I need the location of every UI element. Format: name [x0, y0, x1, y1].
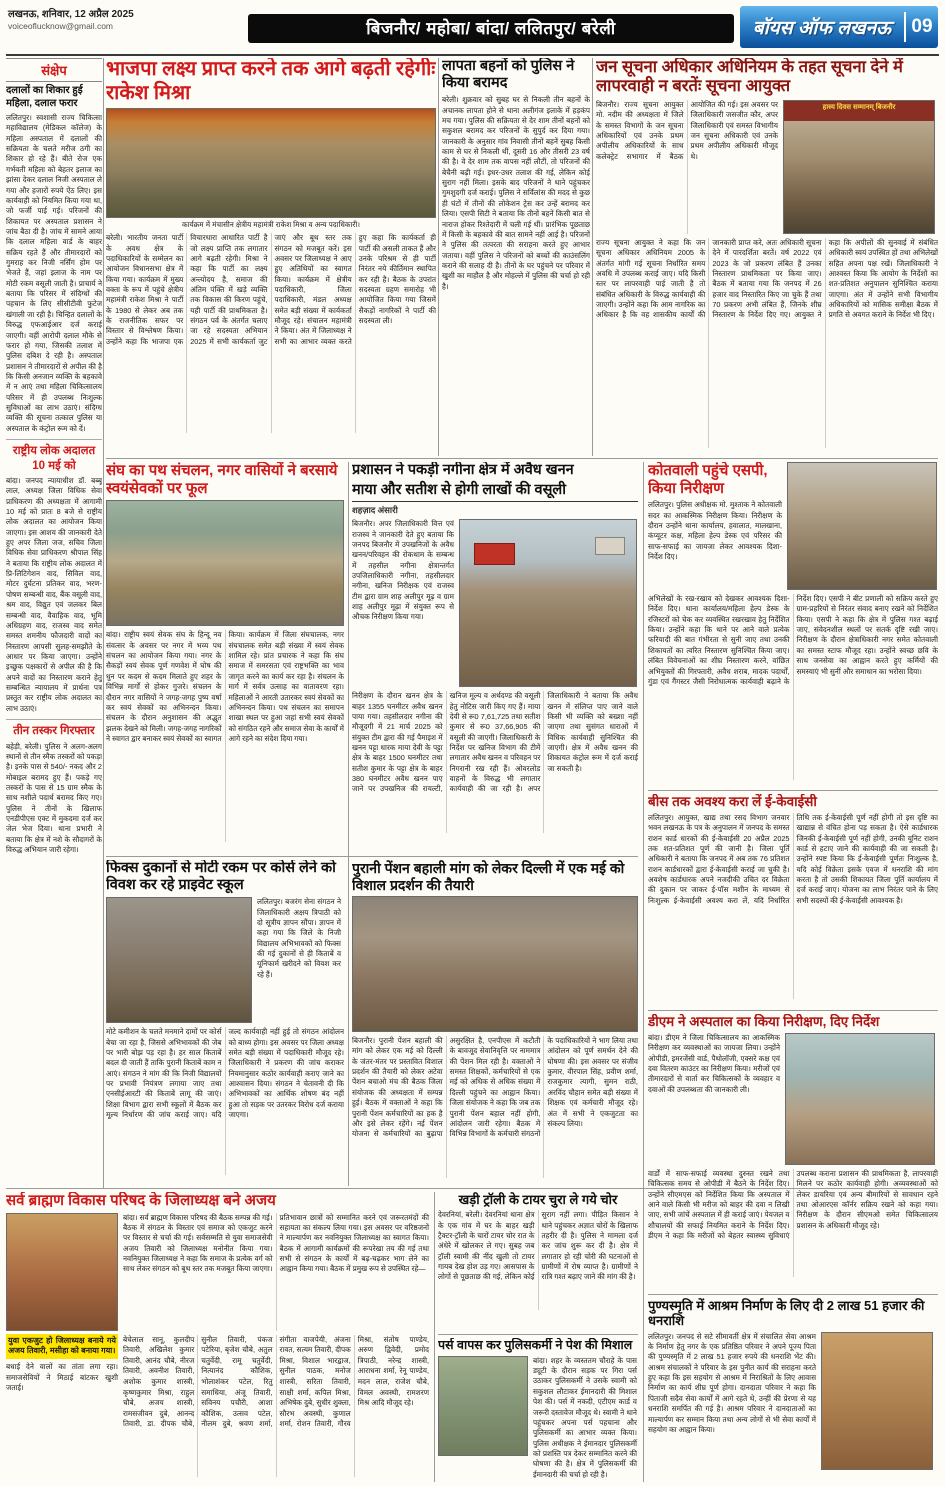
pension-meeting-photo [352, 896, 638, 1032]
article-bjp-headline: भाजपा लक्ष्य प्राप्त करने तक आगे बढ़ती रहेगीः राकेश मिश्रा [106, 58, 436, 104]
article-sisters-headline: लापता बहनों को पुलिस ने किया बरामद [442, 58, 575, 92]
dm-hospital-photo [785, 1033, 935, 1165]
article-purse [438, 1338, 638, 1482]
article-mining-headline: प्रशासन ने पकड़ी नगीना क्षेत्र में अवैध खनन [352, 462, 574, 478]
header-rule [6, 54, 939, 56]
article-ekyc-body: ललितपुर। आयुक्त, खाद्य तथा रसद विभाग जनवार भवन लखनऊ के पत्र के अनुपालन में जनपद के समस्त राशन कार्ड धारकों की ई-केवाईसी 20 अप्रैल 2025 तक शत-प्रतिशत पूर्ण की जानी है। जिला पूर्ति अधिकारी ने बताया कि जनपद में अब तक 76 प्रतिशत राशन कार्डधारकों द्वारा ई-केवाईसी कराई जा चुकी है। अवशेष कार्डधारक अपने नजदीकी उचित दर विक्रेता की दुकान पर जाकर ई-पॉस मशीन के माध्यम से निःशुल्क ई-केवाईसी अवश्य करा लें, यदि निर्धारित तिथि तक ई-केवाईसी पूर्ण नहीं होगी तो इस दृष्टि का खाद्यान्न से वंचित होना पड़ सकता है। ऐसे कार्डधारक जिनकी ई-केवाईसी पूर्ण नहीं होगी, उनकी यूनिट राशन कार्ड से हटाए जाने की कार्यवाही की जा सकती है। उन्होंने स्पष्ट किया कि ई-केवाईसी पूर्णतः निःशुल्क है, यदि कोई विक्रेता इसके एवज में धनराशि की मांग करता है तो उसकी शिकायत जिला पूर्ति कार्यालय में दर्ज कराई जाए। योजना का लाभ निरंतर पाने के लिए सभी सदस्यों की ई-केवाईसी आवश्यक है। [648, 812, 938, 905]
section-rule [438, 1334, 638, 1335]
section-rule [6, 1188, 938, 1189]
article-mining-body: निरीक्षण के दौरान खनन क्षेत्र के बाहर 1355 घनमीटर अवैध खनन पाया गया। तहसीलदार नगीना की मौजूदगी में 21 मार्च 2025 को संयुक्त टीम द्वारा की गई पैमाइश में खनन पट्टा धारक माया देवी के पट्टा क्षेत्र के बाहर 1500 घनमीटर तथा सतीश कुमार के पट्टा क्षेत्र के बाहर 380 घनमीटर अवैध खनन पाए जाने पर उपखनिज की रायल्टी, खनिज मूल्य व अर्थदण्ड की वसूली हेतु नोटिस जारी किए गए हैं। माया देवी से रू0 7,61,725 तथा सतीश कुमार से रू0 37,66,905 की वसूली की जाएगी। जिलाधिकारी के निर्देश पर खनिज विभाग की टीमें लगातार अवैध खनन व परिवहन पर निगरानी रख रही हैं। ओवरलोड वाहनों के विरुद्ध भी लगातार कार्यवाही की जा रही है। अपर जिलाधिकारी ने बताया कि अवैध खनन में संलिप्त पाए जाने वाले किसी भी व्यक्ति को बख्शा नहीं जाएगा तथा सुसंगत धाराओं में विधिक कार्यवाही सुनिश्चित की जाएगी। क्षेत्र में अवैध खनन की शिकायत कंट्रोल रूम में दर्ज कराई जा सकती है। [352, 691, 638, 794]
edition-dateline: लखनऊ, शनिवार, 12 अप्रैल 2025 [8, 9, 134, 20]
article-bjp-body: बरेली। भारतीय जनता पार्टी के अवध क्षेत्र के पदाधिकारियों के सम्मेलन का आयोजन विधानसभा क्षेत्र में किया गया। कार्यक्रम में मुख्य वक्ता के रूप में पहुंचे क्षेत्रीय महामंत्री राकेश मिश्रा ने पार्टी के 1980 से लेकर अब तक के राजनीतिक सफर पर विस्तार से विश्लेषण किया। उन्होंने कहा कि भाजपा एक विचारधारा आधारित पार्टी है जो लक्ष्य प्राप्ति तक लगातार आगे बढ़ती रहेगी। मिश्रा ने कहा कि पार्टी का लक्ष्य अन्त्योदय है, समाज की अंतिम पंक्ति में खड़े व्यक्ति तक विकास की किरण पहुंचे, यही पार्टी की प्राथमिकता है। संगठन पर्व के अंतर्गत चलाए जा रहे सदस्यता अभियान 2025 में सभी कार्यकर्ता जुट जाएं और बूथ स्तर तक संगठन को मजबूत करें। इस अवसर पर जिलाध्यक्ष ने आए हुए अतिथियों का स्वागत किया। कार्यक्रम में क्षेत्रीय पदाधिकारी, जिला पदाधिकारी, मंडल अध्यक्ष समेत बड़ी संख्या में कार्यकर्ता मौजूद रहे। संचालन महामंत्री ने किया। अंत में जिलाध्यक्ष ने सभी का आभार व्यक्त करते हुए कहा कि कार्यकर्ता ही पार्टी की असली ताकत हैं और उनके परिश्रम से ही पार्टी निरंतर नये कीर्तिमान स्थापित कर रही है। बैठक के उपरांत सदस्यता ग्रहण समारोह भी आयोजित किया गया जिसमें सैकड़ों नागरिकों ने पार्टी की सदस्यता ली। [106, 233, 436, 346]
mining-truck-shape [474, 543, 515, 565]
schools-memorandum-photo [106, 897, 252, 1023]
article-schools-lead: ललितपुर। बजरंग सेना संगठन ने जिलाधिकारी अक्षय त्रिपाठी को दो सूत्रीय ज्ञापन सौंपा। ज्ञापन में कहा गया कि जिले के निजी विद्यालय अभिभावकों को फिक्स की गई दुकानों से ही किताबें व यूनिफार्म खरीदने को विवश कर रहे हैं। [257, 897, 341, 979]
section-rule [106, 458, 938, 459]
article-sp-lead: ललितपुर। पुलिस अधीक्षक मो. मुश्ताक ने कोतवाली सदर का आकस्मिक निरीक्षण किया। निरीक्षण के दौरान उन्होंने थाना कार्यालय, हवालात, मालखाना, कंप्यूटर कक्ष, महिला हेल्प डेस्क एवं परिसर की साफ-सफाई का जायजा लेकर आवश्यक दिशा-निर्देश दिए। [648, 500, 782, 562]
article-dm-headline: डीएम ने अस्पताल का किया निरीक्षण, दिए निर्देश [648, 1014, 880, 1029]
article-mining-subheadline: माया और सतीश से होगी लाखों की वसूली [352, 482, 638, 502]
masthead [740, 6, 938, 48]
article-bjp [106, 58, 436, 456]
section-rule [648, 1010, 938, 1011]
article-rti-headline: जन सूचना अधिकार अधिनियम के तहत सूचना देने में लापरवाही न बरतेंः सूचना आयुक्त [596, 58, 903, 96]
column-rule [438, 58, 439, 456]
column-rule [348, 462, 349, 1186]
article-purse-headline: पर्स वापस कर पुलिसकर्मी ने पेश की मिशाल [438, 1338, 633, 1352]
article-purse-body: बांदा। शहर के व्यस्ततम चौराहे के पास ड्यूटी के दौरान सड़क पर गिरा पर्स उठाकर पुलिसकर्मी ने उसके स्वामी को सकुशल लौटाकर ईमानदारी की मिशाल पेश की। पर्स में नकदी, एटीएम कार्ड व जरूरी दस्तावेज मौजूद थे। स्वामी ने थाने पहुंचकर अपना पर्स पहचाना और पुलिसकर्मी का आभार व्यक्त किया। पुलिस अधीक्षक ने ईमानदार पुलिसकर्मी को प्रशस्ति पत्र देकर सम्मानित करने की घोषणा की है। क्षेत्र में पुलिसकर्मी की ईमानदारी की चर्चा हो रही है। [533, 1355, 637, 1479]
mining-truck-shape [595, 537, 625, 556]
section-rule [648, 790, 938, 791]
rti-meeting-photo [783, 100, 935, 234]
districts-bar: बिजनौर/ महोबा/ बांदा/ ललितपुर/ बरेली [248, 14, 734, 43]
article-ekyc [648, 794, 938, 1008]
brief2-body: बांदा। जनपद न्यायाधीश डॉ. बब्बू लाल, अध्यक्ष जिला विधिक सेवा प्राधिकरण की अध्यक्षता में आगामी 10 मई को प्रातः 8 बजे से राष्ट्रीय लोक अदालत का आयोजन किया जाएगा। इस आशय की जानकारी देते हुए अपर जिला जज, सचिव जिला विधिक सेवा प्राधिकरण श्रीपाल सिंह ने बताया कि राष्ट्रीय लोक अदालत में प्रि-लिटिगेशन वाद, सिविल वाद, मोटर दुर्घटना प्रतिकर वाद, भरण-पोषण सम्बन्धी वाद, बैंक वसूली वाद, श्रम वाद, विद्युत एवं जलकर बिल सम्बन्धी वाद, वैवाहिक वाद, भूमि अधिग्रहण वाद, राजस्व वाद समेत समस्त शमनीय फौजदारी वादों का निस्तारण आपसी सुलह-समझौते के आधार पर किया जाएगा। उन्होंने इच्छुक पक्षकारों से अपील की है कि अपने वादों का निस्तारण कराने हेतु सम्बन्धित न्यायालय में प्रार्थना पत्र प्रस्तुत कर राष्ट्रीय लोक अदालत का लाभ उठाएं। [6, 475, 102, 713]
article-ashram-body: ललितपुर। जनपद से सटे सीमावर्ती क्षेत्र में संचालित सेवा आश्रम के निर्माण हेतु नगर के एक प्रतिष्ठित परिवार ने अपने पूज्य पिता की पुण्यस्मृति में 2 लाख 51 हजार रुपये की धनराशि भेंट की। आश्रम संचालकों ने परिवार के इस पुनीत कार्य की सराहना करते हुए कहा कि इस सहयोग से आश्रम में निराश्रितों के लिए आवास निर्माण का कार्य शीघ्र पूर्ण होगा। दानदाता परिवार ने कहा कि पिताजी सदैव सेवा कार्यों में आगे रहते थे, उन्हीं की प्रेरणा से यह धनराशि समर्पित की गई है। आश्रम परिवार ने दानदाताओं का माल्यार्पण कर सम्मान किया तथा अन्य लोगों से भी सेवा कार्यों में सहयोग का आह्वान किया। [648, 1331, 816, 1434]
brief3-headline: तीन तस्कर गिरफ्तार [13, 725, 95, 738]
article-ashram [648, 1298, 938, 1482]
brief-separator [6, 439, 102, 440]
article-schools [106, 860, 344, 1186]
rti-photo-banner: हास्य दिवस सम्मानम् बिजनौर [822, 103, 896, 111]
article-ekyc-headline: बीस तक अवश्य करा लें ई-केवाईसी [648, 794, 817, 809]
article-pension-body: बिजनौर। पुरानी पेंशन बहाली की मांग को लेकर एक मई को दिल्ली के जंतर-मंतर पर प्रस्तावित विशाल प्रदर्शन की तैयारी को लेकर अटेवा पेंशन बचाओ मंच की बैठक जिला संयोजक की अध्यक्षता में सम्पन्न हुई। बैठक में वक्ताओं ने कहा कि पुरानी पेंशन कर्मचारियों का हक है और इसे लेकर रहेंगे। नई पेंशन योजना से कर्मचारियों का बुढ़ापा असुरक्षित है, एनपीएस में कटौती के बावजूद सेवानिवृत्ति पर नाममात्र की पेंशन मिल रही है। वक्ताओं ने समस्त शिक्षकों, कर्मचारियों से एक मई को अधिक से अधिक संख्या में दिल्ली पहुंचने का आह्वान किया। जिला संयोजक ने कहा कि जब तक पुरानी पेंशन बहाल नहीं होगी, आंदोलन जारी रहेगा। बैठक में विभिन्न विभागों के कर्मचारी संगठनों के पदाधिकारियों ने भाग लिया तथा आंदोलन को पूर्ण समर्थन देने की घोषणा की। इस अवसर पर संजीव कुमार, वीरपाल सिंह, प्रवीण शर्मा, राजकुमार त्यागी, सुमन राठी, अरविंद चौहान समेत बड़ी संख्या में शिक्षक एवं कर्मचारी मौजूद रहे। अंत में सभी ने एकजुटता का संकल्प लिया। [352, 1036, 638, 1139]
brahman-felicitation-photo [6, 1213, 118, 1331]
column-rule [643, 462, 644, 1482]
dateline-block [8, 8, 238, 32]
brief3-body: बहेड़ी, बरेली। पुलिस ने अलग-अलग स्थानों से तीन स्मैक तस्करों को पकड़ा है। इनके पास से 540/- नकद और 2 मोबाइल बरामद हुए हैं। पकड़े गए तस्करों के पास से 15 ग्राम स्मैक के साथ नशीले पदार्थ बरामद किए गए। पुलिस ने तीनों के खिलाफ एनडीपीएस एक्ट में मुकदमा दर्ज कर जेल भेज दिया। थाना प्रभारी ने बताया कि क्षेत्र में नशे के सौदागरों के विरुद्ध अभियान जारी रहेगा। [6, 741, 102, 855]
article-sp-headline: कोतवाली पहुंचे एसपी, किया निरीक्षण [648, 462, 768, 497]
article-rti [596, 58, 938, 456]
section-rule [106, 856, 638, 857]
bjp-photo-caption: कार्यक्रम में मंचासीन क्षेत्रीय महामंत्री राकेश मिश्रा व अन्य पदाधिकारी। [181, 220, 361, 230]
article-sp-kotwali [648, 462, 938, 788]
article-rti-body: राज्य सूचना आयुक्त ने कहा कि जन सूचना अधिकार अधिनियम 2005 के अंतर्गत मांगी गई सूचना निर्धारित समय अवधि में उपलब्ध कराई जाए। यदि किसी स्तर पर लापरवाही पाई जाती है तो संबंधित अधिकारी के विरुद्ध कार्यवाही की जाएगी। उन्होंने कहा कि आम नागरिक का अधिकार है कि वह शासकीय कार्यों की जानकारी प्राप्त करे, अतः अधिकारी सूचना देने में पारदर्शिता बरतें। वर्ष 2022 एवं 2023 के जो प्रकरण लंबित हैं उनका निस्तारण प्राथमिकता पर किया जाए। बैठक में बताया गया कि जनपद में 26 हजार वाद निस्तारित किए जा चुके हैं तथा 70 प्रकरण अभी लंबित हैं, जिनके शीघ्र निस्तारण के निर्देश दिए गए। आयुक्त ने कहा कि अपीलों की सुनवाई में संबंधित अधिकारी स्वयं उपस्थित हों तथा अभिलेखों सहित अपना पक्ष रखें। जिलाधिकारी ने आश्वस्त किया कि आयोग के निर्देशों का शत-प्रतिशत अनुपालन सुनिश्चित कराया जाएगा। अंत में उन्होंने सभी विभागीय अधिकारियों को मासिक समीक्षा बैठक में प्रगति से अवगत कराने के निर्देश भी दिए। [596, 237, 938, 320]
article-trolley [438, 1192, 638, 1332]
article-sangh-headline: संघ का पथ संचलन, नगर वासियों ने बरसाये स्वयंसेवकों पर फूल [106, 462, 338, 497]
column-rule [592, 58, 593, 456]
briefs-title: संक्षेप [6, 58, 102, 82]
article-dm-body: वार्डों में साफ-सफाई व्यवस्था दुरुस्त रखने तथा चिकित्सक समय से ओपीडी में बैठने के निर्देश दिए। उन्होंने सीएमएस को निर्देशित किया कि अस्पताल में आने वाले किसी भी मरीज को बाहर की दवा न लिखी जाए, सभी जांचें अस्पताल में ही कराई जाएं। पेयजल व शौचालयों की सफाई नियमित कराने के निर्देश दिए। डीएम ने कहा कि मरीजों को बेहतर स्वास्थ्य सुविधाएं उपलब्ध कराना प्रशासन की प्राथमिकता है, लापरवाही मिलने पर कठोर कार्यवाही होगी। अव्यवस्थाओं को लेकर डायरिया एवं अन्य बीमारियों से सावधान रहने तथा ओआरएस कॉर्नर सक्रिय रखने को कहा गया। निरीक्षण के दौरान सीएमओ समेत चिकित्सालय प्रशासन के अधिकारी मौजूद रहे। [648, 1168, 938, 1241]
article-rti-lead: बिजनौर। राज्य सूचना आयुक्त मो. नदीम की अध्यक्षता में जिले के समस्त विभागों के जन सूचना अधिकारियों एवं उनके प्रथम अपीलीय अधिकारियों के साथ कलेक्ट्रेट सभागार में बैठक आयोजित की गई। इस अवसर पर जिलाधिकारी जसजीत कौर, अपर जिलाधिकारी एवं समस्त विभागीय जन सूचना अधिकारी एवं उनके प्रथम अपीलीय अधिकारी मौजूद थे। [596, 99, 778, 161]
brahman-highlight: युवा एकजुट हो जिलाध्यक्ष बनाये गये अजय तिवारी, मसीहा को बनाया गया। [6, 1334, 118, 1360]
article-mining-lead: बिजनौर। अपर जिलाधिकारी वित्त एवं राजस्व ने जानकारी देते हुए बताया कि जनपद बिजनौर में उपखनिजों के अवैध खनन/परिवहन की रोकथाम के सम्बन्ध में तहसील नगीना क्षेत्रान्तर्गत उपजिलाधिकारी नगीना, तहसीलदार नगीना, खनिज निरीक्षक एवं राजस्व टीम द्वारा ग्राम शाह अलीपुर मूढ़ व ग्राम शाह अलीपुर मूढ़ा में संयुक्त रूप से औचक निरीक्षण किया गया। [352, 519, 454, 622]
masthead-title: बॉयस ऑफ लखनऊ [752, 18, 892, 39]
page-number: 09 [911, 16, 933, 37]
ashram-donation-photo [821, 1332, 933, 1470]
brief2-headline: राष्ट्रीय लोक अदालत 10 मई को [12, 445, 96, 472]
column-rule [434, 1192, 435, 1482]
article-brahman-body: बांदा। सर्व ब्राह्मण विकास परिषद की बैठक सम्पन्न की गई। बैठक में संगठन के विस्तार एवं समाज को एकजुट करने पर विस्तार से चर्चा की गई। सर्वसम्मति से युवा समाजसेवी अजय तिवारी को जिलाध्यक्ष मनोनीत किया गया। नवनियुक्त जिलाध्यक्ष ने कहा कि समाज के प्रत्येक वर्ग को साथ लेकर संगठन को बूथ स्तर तक मजबूत किया जाएगा। प्रतिभावान छात्रों को सम्मानित करने एवं जरूरतमंदों की सहायता का संकल्प लिया गया। इस अवसर पर वरिष्ठजनों ने माल्यार्पण कर नवनियुक्त जिलाध्यक्ष का स्वागत किया। बैठक में आगामी कार्यक्रमों की रूपरेखा तय की गई तथा सभी से संगठन के कार्यों में बढ़-चढ़कर भाग लेने का आह्वान किया गया। बैठक में प्रमुख रूप से उपस्थित रहे— [123, 1212, 429, 1274]
article-sangh-body: बांदा। राष्ट्रीय स्वयं सेवक संघ के हिन्दू नव संवत्सर के अवसर पर नगर में भव्य पथ संचलन का आयोजन किया गया। नगर के सैकड़ों स्वयं सेवक पूर्ण गणवेश में घोष की धुन पर कदम से कदम मिलाते हुए शहर के विभिन्न मार्गों से होकर गुजरे। संचलन के दौरान नगर वासियों ने जगह-जगह पुष्प वर्षा कर स्वयं सेवकों का अभिनन्दन किया। संचलन के दौरान अनुशासन की अद्भुत झलक देखने को मिली। जगह-जगह नागरिकों ने स्वागत द्वार बनाकर स्वयं सेवकों का स्वागत किया। कार्यक्रम में जिला संघचालक, नगर संघचालक समेत बड़ी संख्या में स्वयं सेवक शामिल रहे। प्रांत प्रचारक ने कहा कि संघ समाज में समरसता एवं राष्ट्रभक्ति का भाव जागृत करने का कार्य कर रहा है। संचलन के मार्ग में सर्वत्र उत्साह का वातावरण रहा। महिलाओं ने आरती उतारकर स्वयं सेवकों का अभिनन्दन किया। पथ संचलन का समापन शाखा स्थल पर हुआ जहां सभी स्वयं सेवकों को संगठित रहने और समाज सेवा के कार्यों में आगे रहने का संदेश दिया गया। [106, 630, 344, 743]
article-pension [352, 860, 638, 1186]
purse-return-photo [438, 1356, 528, 1456]
brahman-names-list: बेचेलाल सानू, कुलदीप तिवारी, अखिलेश कुमार तिवारी, आनंद चौबे, नीरज तिवारी, अवनीश तिवारी, अशोक कुमार शास्त्री, कृष्णकुमार मिश्रा, राहुल चौबे, अजय शास्त्री, रामसजीवन दुबे, आनन्द तिवारी, डा. दीपक चौबे, सुनील तिवारी, पंकज पटेरिया, बृजेश चौबे, अतुल चतुर्वेदी, रामू चतुर्वेदी, नित्यानंद कौशिक, भोलाशंकर पटेल, रितु समाधिया, अंजू तिवारी, सविनय पचौरी, आशा कौशिक, उत्सव पटेल, नीलम दुबे, श्रवण शर्मा, संगीता वाजपेयी, अंजना रावत, सत्यम तिवारी, दीपक मिश्रा, विशाल भारद्वाज, सुनील पाठक, मनोज शास्त्री, सरिता तिवारी, साक्षी शर्मा, कपिल मिश्रा, अभिषेक दुबे, सुधीर शुक्ला, सौरभ अवस्थी, कुणाल शर्मा, रोशन तिवारी, गौरव मिश्रा, संतोष पाण्डेय, अरुण द्विवेदी, प्रमोद त्रिपाठी, नरेन्द्र शास्त्री, आराधना शर्मा, रेनू पाण्डेय, मदन लाल, राजेश चौबे, विमल अवस्थी, रामशरण मिश्र आदि मौजूद रहे। [123, 1334, 429, 1429]
article-schools-body: मोटे कमीशन के चलते मनमाने दामों पर कोर्स बेचा जा रहा है, जिससे अभिभावकों की जेब पर भारी बोझ पड़ रहा है। हर साल किताबें बदल दी जाती हैं ताकि पुरानी किताबें काम न आएं। संगठन ने मांग की कि निजी विद्यालयों पर प्रभावी नियंत्रण लगाया जाए तथा एनसीईआरटी की किताबें लागू की जाएं। शिक्षा विभाग द्वारा सभी स्कूलों में बैठक कर मूल्य निर्धारण की जांच कराई जाए। यदि जल्द कार्यवाही नहीं हुई तो संगठन आंदोलन को बाध्य होगा। इस अवसर पर जिला अध्यक्ष समेत बड़ी संख्या में पदाधिकारी मौजूद रहे। जिलाधिकारी ने प्रकरण की जांच कराकर नियमानुसार कठोर कार्यवाही कराए जाने का आश्वासन दिया। संगठन ने चेतावनी दी कि अभिभावकों का आर्थिक शोषण बंद नहीं हुआ तो सड़क पर उतरकर विरोध दर्ज कराया जाएगा। [106, 1027, 344, 1120]
article-pension-headline: पुरानी पेंशन बहाली मांग को लेकर दिल्ली में एक मई को विशाल प्रदर्शन की तैयारी [352, 860, 625, 893]
briefs-sidebar [6, 58, 102, 1188]
article-mining-byline: शहज़ाद अंसारी [352, 505, 398, 516]
article-schools-headline: फिक्स दुकानों से मोटी रकम पर कोर्स लेने को विवश कर रहे प्राइवेट स्कूल [106, 860, 336, 894]
section-rule [648, 1294, 938, 1295]
article-dm-lead: बांदा। डीएम ने जिला चिकित्सालय का आकस्मिक निरीक्षण कर व्यवस्थाओं का जायजा लिया। उन्होंने ओपीडी, इमरजेंसी वार्ड, पैथोलॉजी, एक्सरे कक्ष एवं दवा वितरण काउंटर का निरीक्षण किया। मरीजों एवं तीमारदारों से वार्ता कर चिकित्सकों के व्यवहार व दवाओं की उपलब्धता की जानकारी ली। [648, 1032, 780, 1094]
article-sp-body: अभिलेखों के रख-रखाव को देखकर आवश्यक दिशा-निर्देश दिए। थाना कार्यालय/महिला हेल्प डेस्क के रजिस्टरों को चेक कर व्यवस्थित रखरखाव हेतु निर्देशित किया। उन्होंने कहा कि थाने पर आने वाले प्रत्येक फरियादी की बात गंभीरता से सुनी जाए तथा उनकी शिकायतों का त्वरित निस्तारण सुनिश्चित किया जाए। लंबित विवेचनाओं का शीघ्र निस्तारण करने, वांछित अभियुक्तों की गिरफ्तारी, अवैध शराब, मादक पदार्थों, गुंडा एवं गैंगस्टर जैसी निरोधात्मक कार्यवाही बढ़ाने के निर्देश दिए। एसपी ने बीट प्रणाली को सक्रिय करते हुए ग्राम-प्रहरियों से निरंतर संवाद बनाए रखने को निर्देशित किया। एसपी ने कहा कि क्षेत्र में पुलिस गश्त बढ़ाई जाए, संवेदनशील स्थलों पर सतर्क दृष्टि रखी जाए। निरीक्षण के दौरान क्षेत्राधिकारी नगर समेत कोतवाली का समस्त स्टाफ मौजूद रहा। उन्होंने स्वच्छ छवि के साथ जनसेवा का आह्वान करते हुए कर्मियों की समस्याएं भी सुनीं और समाधान का भरोसा दिया। [648, 594, 938, 686]
column-rule [103, 58, 104, 1188]
brief1-body: ललितपुर। स्वशासी राज्य चिकित्सा महाविद्यालय (मेडिकल कॉलेज) के महिला अस्पताल में दलालों की सक्रियता के चलते मरीज ठगी का शिकार हो रहे हैं। बीते रोज एक गर्भवती महिला को बेहतर इलाज का झांसा देकर दलाल निजी अस्पताल ले गया और हजारों रुपये ऐंठ लिए। इस कार्यवाही को नियमित किया गया था, जो फर्जी पाई गई। परिजनों की शिकायत पर अस्पताल प्रशासन ने जांच बैठा दी है। जांच में सामने आया कि दलाल महिला वार्ड के बाहर सक्रिय रहते हैं और तीमारदारों को गुमराह कर निजी नर्सिंग होम पर भेजते हैं, जहां इलाज के नाम पर मोटी रकम वसूली जाती है। प्राचार्य ने बताया कि परिसर में संदिग्धों की पहचान के लिए सीसीटीवी फुटेज खंगाली जा रही है। चिन्हित दलालों के विरुद्ध एफआईआर दर्ज कराई जाएगी। वहीं आरोपी दलाल मौके से फरार हो गया, जिसकी तलाश में पुलिस दबिश दे रही है। अस्पताल प्रशासन ने तीमारदारों से अपील की है कि किसी अनजान व्यक्ति के बहकावे में न आएं तथा महिला चिकित्सालय परिसर में ही उपलब्ध निःशुल्क सुविधाओं का लाभ उठाएं। संदिग्ध व्यक्ति की सूचना तत्काल पुलिस या अस्पताल के कंट्रोल रूम को दें। [6, 113, 102, 433]
mining-site-photo [459, 519, 637, 687]
brief1-headline: दलालों का शिकार हुई महिला, दलाल फरार [6, 85, 83, 109]
article-trolley-headline: खड़ी ट्रॉली के टायर चुरा ले गये चोर [458, 1192, 618, 1207]
article-trolley-body: देवरनियां, बरेली। देवरनियां थाना क्षेत्र के एक गांव में घर के बाहर खड़ी ट्रैक्टर-ट्रॉली के चारों टायर चोर रात के अंधेरे में खोलकर ले गए। सुबह जब ट्रॉली स्वामी की नींद खुली तो टायर गायब देख होश उड़ गए। आसपास के लोगों से पूछताछ की गई, लेकिन कोई सुराग नहीं लगा। पीड़ित किसान ने थाने पहुंचकर अज्ञात चोरों के खिलाफ तहरीर दी है। पुलिस ने मामला दर्ज कर जांच शुरू कर दी है। क्षेत्र में लगातार हो रही चोरी की घटनाओं से ग्रामीणों में रोष व्याप्त है। ग्रामीणों ने रात्रि गश्त बढ़ाए जाने की मांग की है। [438, 1210, 638, 1282]
article-dm-hospital [648, 1014, 938, 1292]
article-sisters [442, 58, 590, 456]
article-sisters-body: बरेली। शुक्रवार को सुबह घर से निकली तीन बहनों के अचानक लापता होने से थाना अलीगंज इलाके में हड़कंप मच गया। पुलिस की सक्रियता से देर शाम तीनों बहनों को सकुशल बरामद कर परिजनों के सुपुर्द कर दिया गया। जानकारी के अनुसार गांव निवासी तीनों बहनें सुबह किसी काम से घर से निकली थीं, दूसरी 16 और तीसरी 23 वर्ष की है। वे देर शाम तक वापस नहीं लौटीं, तो परिजनों की बेचैनी बढ़ी गई। इधर-उधर तलाश की गई, लेकिन कोई सुराग नहीं मिला। इसके बाद परिजनों ने थाने पहुंचकर गुमशुदगी दर्ज कराई। पुलिस ने सर्विलांस की मदद से कुछ ही घंटों में तीनों की लोकेशन ट्रेस कर उन्हें बरामद कर लिया। एसपी सिटी ने बताया कि तीनों बहनें किसी बात से नाराज होकर रिश्तेदारी में चली गई थीं। प्रारंभिक पूछताछ में किसी के बहकावे की बात सामने नहीं आई है। परिजनों ने पुलिस की तत्परता की सराहना करते हुए आभार जताया। वहीं पुलिस ने परिजनों को बच्चों की काउंसलिंग कराने की सलाह दी है। तीनों के घर पहुंचने पर परिवार में खुशी का माहौल है और मोहल्ले में पुलिस की चर्चा हो रही है। [442, 95, 590, 291]
sp-inspection-photo [787, 462, 937, 590]
brief-separator [6, 719, 102, 720]
article-mining [352, 462, 638, 854]
brahman-note: बधाई देने वालों का तांता लगा रहा। समाजसेवियों ने मिठाई बांटकर खुशी जताई। [6, 1362, 118, 1392]
article-ashram-headline: पुण्यस्मृति में आश्रम निर्माण के लिए दी 2 लाख 51 हजार की धनराशि [648, 1298, 925, 1329]
article-brahman [6, 1192, 432, 1482]
article-sangh [106, 462, 344, 854]
sangh-procession-photo [106, 500, 344, 626]
contact-email: voiceoflucknow@gmail.com [8, 21, 114, 31]
article-brahman-headline: सर्व ब्राह्मण विकास परिषद के जिलाध्यक्ष बने अजय [6, 1192, 276, 1209]
bjp-stage-photo [106, 108, 436, 218]
